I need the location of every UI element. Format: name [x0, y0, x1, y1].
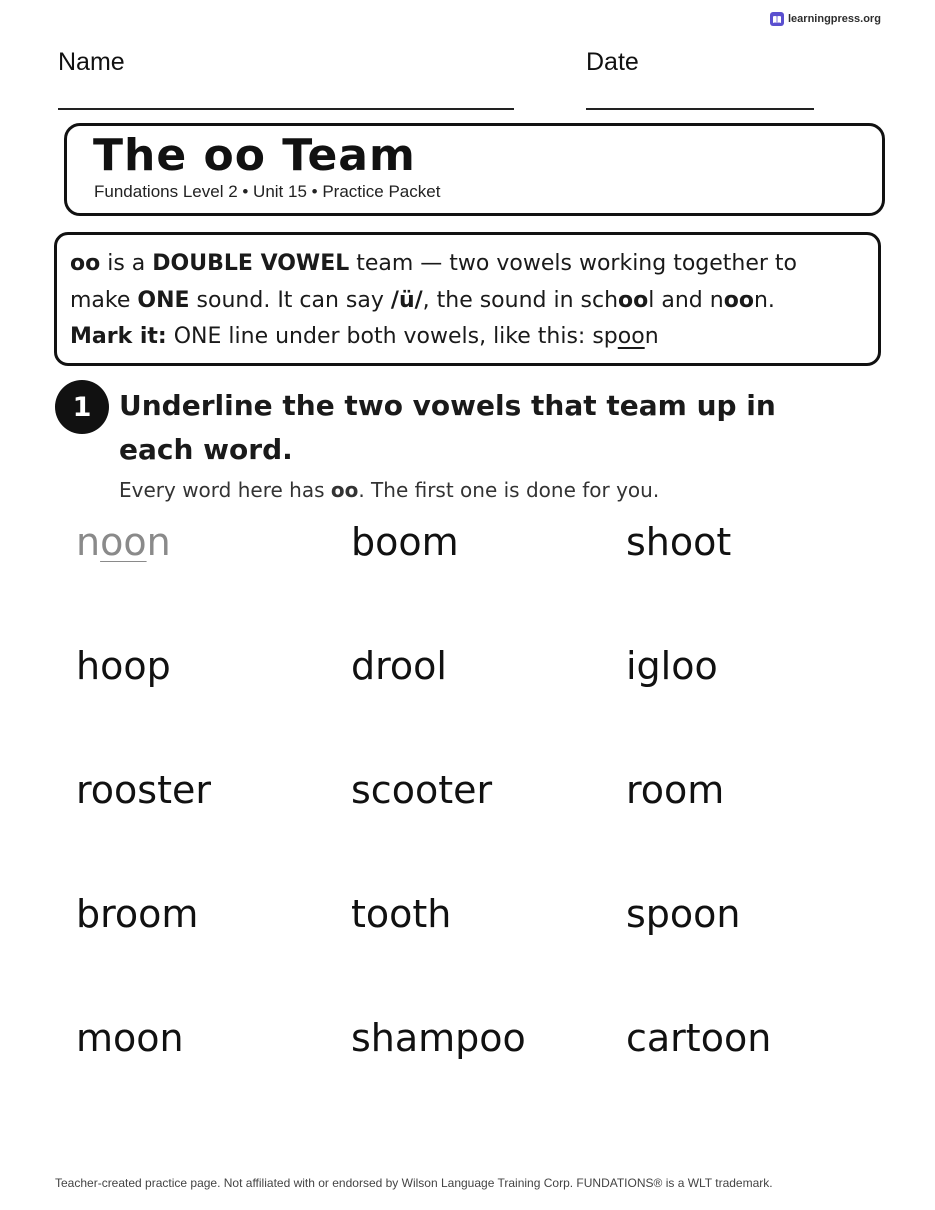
date-field[interactable] — [586, 108, 814, 110]
word-underlined-vowels: oo — [100, 520, 147, 564]
rule-text: make — [70, 287, 138, 313]
word-item[interactable]: broom — [76, 892, 199, 936]
rule-term: DOUBLE VOWEL — [152, 251, 350, 276]
rule-text: n — [644, 324, 659, 349]
rule-text: n. — [753, 287, 775, 313]
rule-text: ONE line under both vowels, like this: sp — [166, 324, 618, 349]
word-item[interactable]: hoop — [76, 644, 171, 688]
footer-disclaimer: Teacher-created practice page. Not affiliated with or endorsed by Wilson Language Training Corp. FUNDATIONS® is a WLT trademark. — [55, 1176, 773, 1190]
rule-vowels: oo — [618, 287, 649, 313]
title-box — [64, 123, 885, 216]
rule-term: ONE — [137, 287, 190, 313]
rule-term: oo — [70, 251, 101, 276]
hint-vowels: oo — [330, 478, 359, 502]
word-item[interactable]: tooth — [351, 892, 452, 936]
word-item[interactable]: igloo — [626, 644, 718, 688]
word-item[interactable]: boom — [351, 520, 459, 564]
rule-example-vowels: oo — [617, 324, 645, 349]
rule-box — [54, 232, 881, 366]
page-title: The oo Team — [93, 130, 416, 181]
rule-sound: /ü/ — [390, 287, 423, 313]
word-example[interactable] — [76, 520, 171, 564]
rule-line-1 — [70, 246, 866, 283]
rule-term: Mark it: — [70, 324, 167, 349]
hint-text: . The first one is done for you. — [358, 478, 660, 502]
word-letters: n — [146, 520, 171, 564]
rule-text: l and n — [648, 287, 724, 313]
word-item[interactable]: shoot — [626, 520, 732, 564]
rule-text: team — two vowels working together to — [349, 251, 798, 276]
name-label: Name — [58, 48, 125, 76]
rule-text: is a — [100, 251, 153, 276]
rule-line-2 — [70, 283, 866, 320]
exercise-hint — [119, 478, 659, 502]
rule-vowels: oo — [723, 287, 754, 313]
page-subtitle: Fundations Level 2 • Unit 15 • Practice Packet — [94, 182, 441, 201]
book-icon — [770, 12, 784, 26]
brand-text: learningpress.org — [788, 13, 881, 25]
rule-line-3 — [70, 319, 866, 356]
exercise-number-badge: 1 — [55, 380, 109, 434]
word-item[interactable]: scooter — [351, 768, 493, 812]
date-label: Date — [586, 48, 639, 76]
word-item[interactable]: drool — [351, 644, 447, 688]
word-item[interactable]: cartoon — [626, 1016, 772, 1060]
rule-text: sound. It can say — [189, 287, 391, 313]
word-item[interactable]: shampoo — [351, 1016, 526, 1060]
brand-link[interactable] — [770, 12, 881, 26]
name-field[interactable] — [58, 108, 514, 110]
rule-text: , the sound in sch — [422, 287, 619, 313]
word-item[interactable]: room — [626, 768, 725, 812]
exercise-instruction: Underline the two vowels that team up in each word. — [119, 389, 776, 466]
word-item[interactable]: moon — [76, 1016, 184, 1060]
word-item[interactable]: rooster — [76, 768, 211, 812]
word-item[interactable]: spoon — [626, 892, 741, 936]
hint-text: Every word here has — [119, 478, 331, 502]
word-letters: n — [76, 520, 101, 564]
